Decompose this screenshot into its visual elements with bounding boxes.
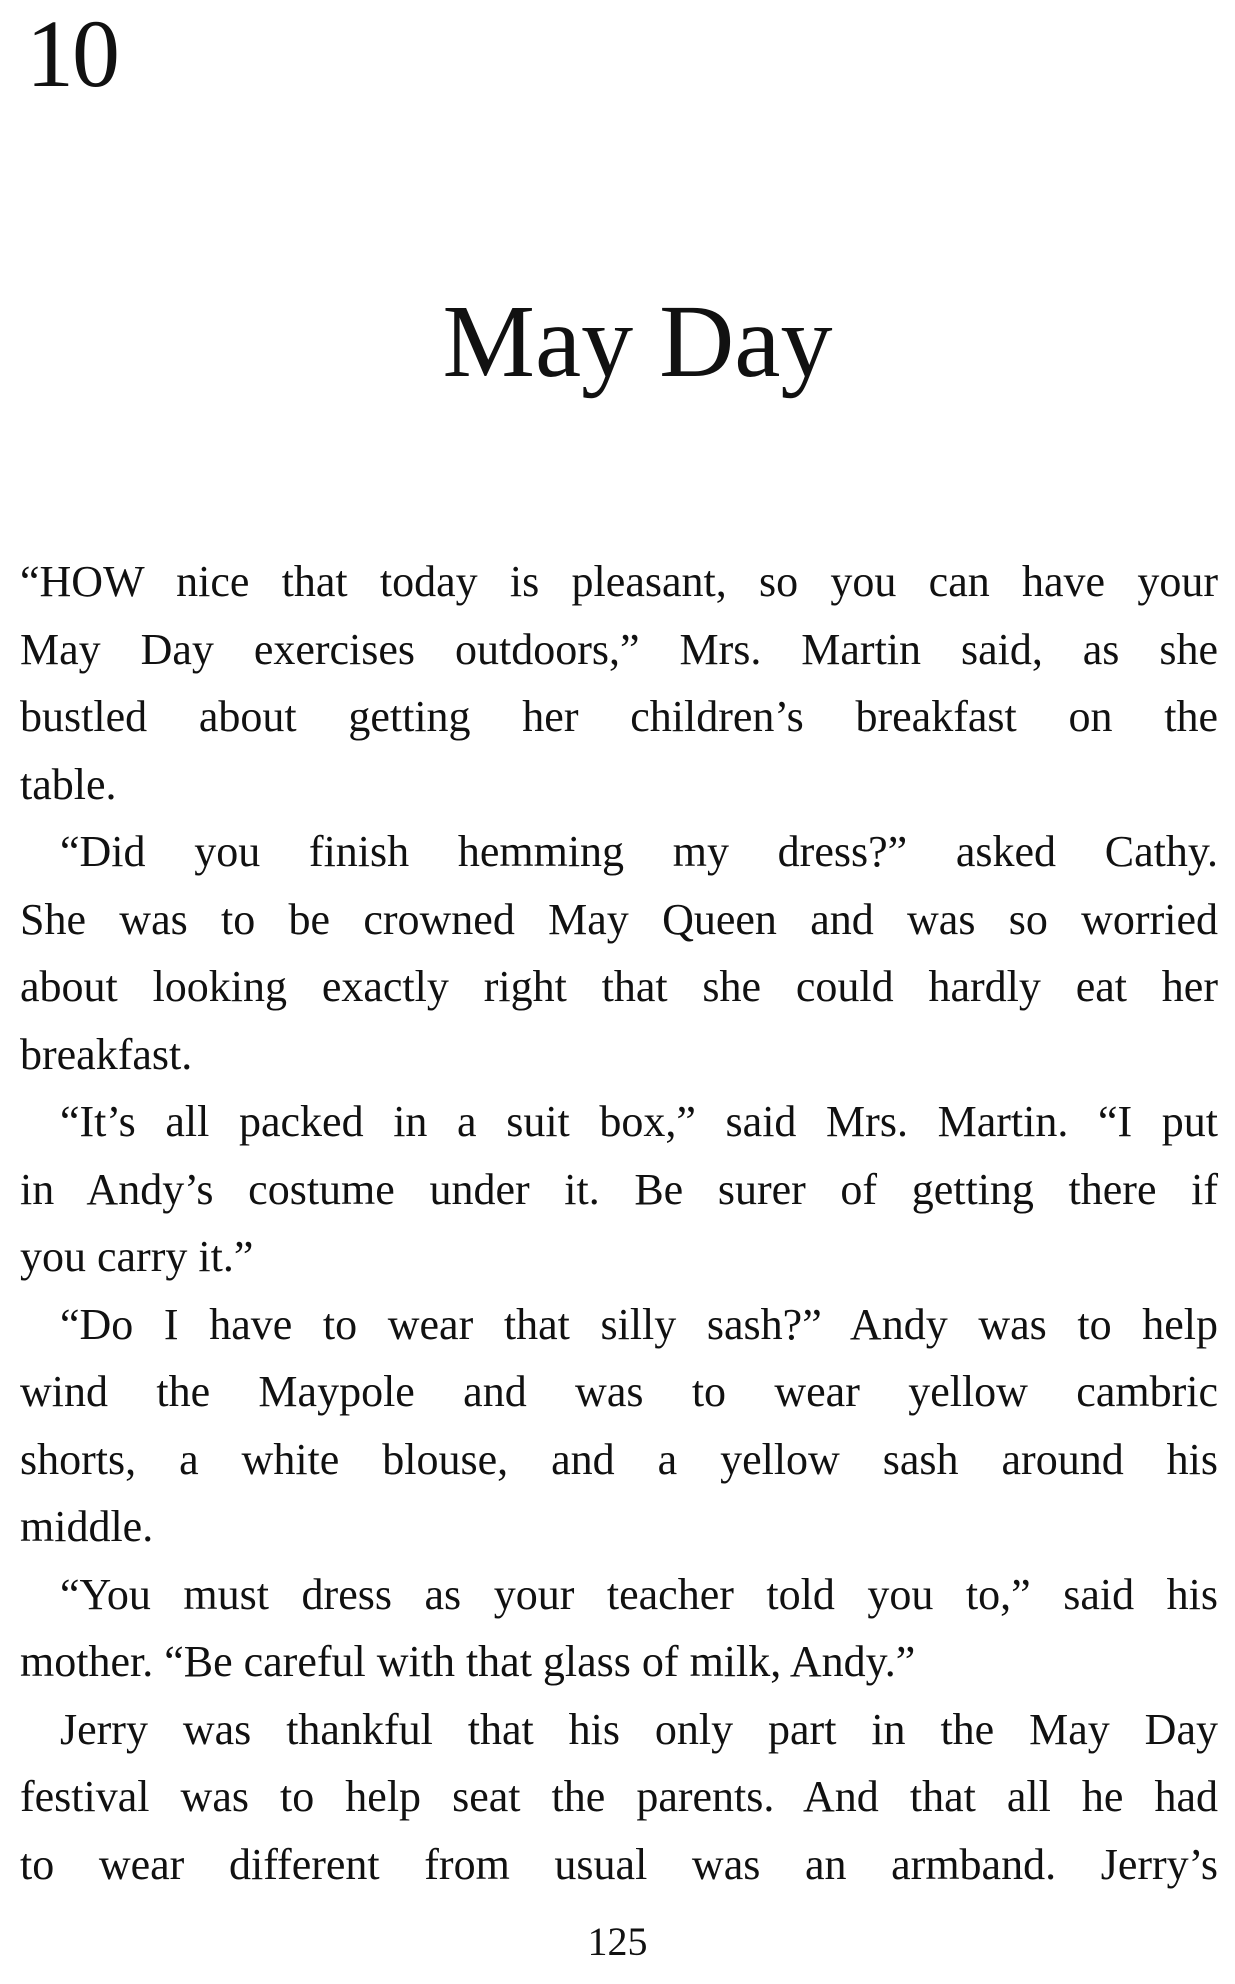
text-line: “Did you finish hemming my dress?” asked Cathy. [60, 827, 1218, 876]
paragraph [20, 818, 1218, 1088]
text-line: you carry it.” [20, 1232, 254, 1281]
text-line: “You must dress as your teacher told you to,” said his [60, 1569, 1218, 1619]
text-line: shorts, a white blouse, and a yellow sash around his [20, 1434, 1218, 1484]
paragraph [20, 1696, 1218, 1899]
chapter-title: May Day [442, 284, 833, 399]
text-line: middle. [20, 1502, 154, 1551]
text-line: “Do I have to wear that silly sash?” Andy was to help [60, 1299, 1218, 1349]
text-line: bustled about getting her children’s breakfast on the [20, 692, 1218, 741]
text-line: in Andy’s costume under it. Be surer of getting there if [20, 1164, 1218, 1214]
text-line: “It’s all packed in a suit box,” said Mrs. Martin. “I put [60, 1097, 1218, 1146]
text-line: festival was to help seat the parents. And that all he had [20, 1772, 1218, 1821]
text-line: wind the Maypole and was to wear yellow cambric [20, 1367, 1218, 1416]
chapter-number: 10 [26, 0, 118, 107]
text-line: about looking exactly right that she could hardly eat her [20, 962, 1218, 1011]
text-line: to wear different from usual was an armband. Jerry’s [20, 1839, 1218, 1889]
page-number: 125 [587, 1919, 648, 1964]
text-line: table. [20, 759, 117, 809]
paragraph [20, 548, 1218, 818]
text-line: mother. “Be careful with that glass of milk, Andy.” [20, 1637, 916, 1686]
paragraph [20, 1291, 1218, 1561]
paragraph [20, 1561, 1218, 1696]
text-line: May Day exercises outdoors,” Mrs. Martin said, as she [20, 624, 1218, 674]
paragraph [20, 1088, 1218, 1291]
text-line: breakfast. [20, 1029, 193, 1079]
body-text [20, 548, 1218, 1898]
text-line: “HOW nice that today is pleasant, so you can have your [20, 557, 1218, 606]
text-line: Jerry was thankful that his only part in the May Day [60, 1704, 1218, 1754]
text-line: She was to be crowned May Queen and was so worried [20, 894, 1218, 944]
